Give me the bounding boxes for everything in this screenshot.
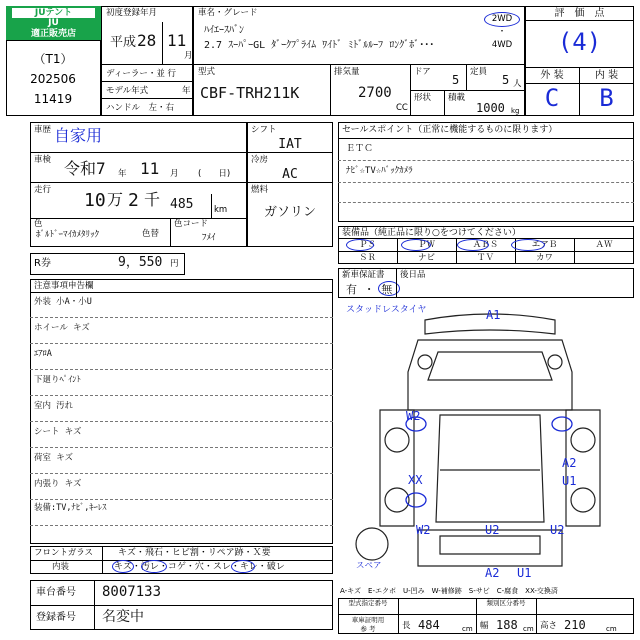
height-value: 210 xyxy=(564,618,586,632)
doors-divider xyxy=(466,64,467,90)
lot-id-2: 11419 xyxy=(33,92,73,106)
drive-4wd: 4WD xyxy=(491,40,513,50)
damage-mark-u2-bottom-mid: U2 xyxy=(485,523,500,537)
equip-line-2 xyxy=(338,251,634,252)
color-code: ﾌﾒｲ xyxy=(202,233,216,243)
lot-id-1: 202506 xyxy=(30,72,76,86)
note-item: 荷室 キズ xyxy=(34,453,73,463)
equip-line-1 xyxy=(338,238,634,239)
shape-line xyxy=(410,90,525,91)
eval-line-3 xyxy=(525,83,634,84)
notes-dash-3 xyxy=(30,369,333,370)
exterior-label: 外 装 xyxy=(540,70,564,81)
sales-point-item: ＥＴＣ xyxy=(346,144,374,154)
reg-month: 11 xyxy=(167,31,187,50)
equip-sr: ＳＲ xyxy=(358,253,376,263)
tech-line-1 xyxy=(247,152,333,153)
damage-mark-u1: U1 xyxy=(562,474,577,488)
damage-mark-u1-rear: U1 xyxy=(517,566,532,580)
car-name: ﾊｲｴｰｽﾊﾞﾝ xyxy=(204,25,244,36)
note-item: 外装 小A・小U xyxy=(34,297,92,307)
exterior-grade: C xyxy=(544,84,560,112)
notes-dash-2 xyxy=(30,343,333,344)
length-unit: cm xyxy=(462,625,473,633)
studless-label: スタッドレスタイヤ xyxy=(346,305,427,315)
warranty-label: 新車保証書 xyxy=(342,270,385,280)
era: 平成 xyxy=(110,35,137,50)
car-name-label: 車名・グレード xyxy=(198,8,258,18)
mileage-rest: 485 xyxy=(170,197,194,212)
equip-pw: ＰＷ xyxy=(417,240,435,250)
width-label: 幅 xyxy=(480,621,489,631)
doors-label: ドア xyxy=(414,67,431,77)
pw-circle xyxy=(401,239,431,251)
equip-navi: ナビ xyxy=(417,253,435,263)
sales-dash-2 xyxy=(338,182,634,183)
cert-label: 車庫証明用 xyxy=(351,616,385,624)
km-unit: km xyxy=(214,205,228,215)
equip-aw: ＡＷ xyxy=(595,240,613,250)
inspection-day: ( 日) xyxy=(198,169,231,179)
usage-value: 自家用 xyxy=(54,126,103,145)
reg-line-2 xyxy=(101,81,193,82)
damage-mark-u2-right: U2 xyxy=(550,523,565,537)
mileage-10k: 10 xyxy=(84,190,106,211)
damage-mark-xx: XX xyxy=(408,473,423,487)
displacement-label: 排気量 xyxy=(334,67,360,77)
ps-circle xyxy=(346,239,374,251)
doors: 5 xyxy=(452,73,460,87)
capacity: 5 xyxy=(502,73,510,87)
windshield-value: キズ・飛石・ヒビ割・リペア跡・Ｘ要 xyxy=(118,548,271,558)
damage-mark-a2: A2 xyxy=(562,456,577,470)
equip-airbag: エアＢ xyxy=(531,240,558,250)
sales-line xyxy=(338,138,634,139)
note-item: 室内 汚れ xyxy=(34,401,74,411)
recycle-amount: 9，550 xyxy=(118,255,163,270)
note-item: ｴｱﾛA xyxy=(34,349,52,359)
interior-grade: B xyxy=(599,84,614,112)
reg-divider xyxy=(162,22,163,64)
warranty-divider xyxy=(396,268,397,298)
right-rear-wheel xyxy=(571,488,595,512)
width-unit: cm xyxy=(523,625,534,633)
model-year-label: モデル年式 xyxy=(106,86,149,96)
notes-line xyxy=(30,292,333,293)
reg-line-3 xyxy=(101,98,193,99)
mileage-label: 走行 xyxy=(34,185,52,195)
dims-divider-1 xyxy=(398,598,399,634)
after-items-label: 後日品 xyxy=(400,270,426,280)
notes-dash-9 xyxy=(30,525,333,526)
notes-dash-7 xyxy=(30,473,333,474)
center-roof-shape xyxy=(436,415,544,522)
km-divider xyxy=(211,194,212,218)
equipment-label: 装備品（純正品に限り○をつけてください） xyxy=(342,228,521,238)
registration-label: 登録番号 xyxy=(36,612,76,623)
reg-line-1 xyxy=(101,64,193,65)
usage-line-2 xyxy=(30,182,247,183)
logo-line3: 適正販売店 xyxy=(30,29,76,39)
sales-points-label: セールスポイント（正常に機能するものに限ります） xyxy=(342,125,558,135)
damage-mark-w2-bottom-left: W2 xyxy=(416,523,431,537)
glass-divider xyxy=(102,546,103,574)
chassis-line xyxy=(30,605,333,606)
recycle-label: R券 xyxy=(34,258,51,269)
windshield-label: フロントガラス xyxy=(34,548,93,558)
length-label: 長 xyxy=(402,621,411,631)
model-designation-label: 型式指定番号 xyxy=(348,599,388,607)
model-code: CBF-TRH211K xyxy=(200,84,300,102)
usage-label: 車歴 xyxy=(34,125,52,135)
sales-dash-1 xyxy=(338,160,634,161)
model-year-unit: 年 xyxy=(182,86,191,96)
registration-block xyxy=(101,6,193,116)
dealer-label: ディーラー・並 行 xyxy=(106,69,177,79)
equip-leather: カワ xyxy=(535,253,553,263)
car-grade: 2.7 ｽｰﾊﾟｰGL ﾀﾞｰｸﾌﾟﾗｲﾑ ﾜｲﾄﾞ ﾐﾄﾞﾙﾙｰﾌ ﾛﾝｸﾞﾎﾞ･･･ xyxy=(204,40,435,51)
spare-tire-shape xyxy=(356,528,388,560)
note-item: ホイール キズ xyxy=(34,323,90,333)
stain-circle xyxy=(141,560,167,573)
dims-divider-3 xyxy=(536,598,537,634)
color-name: ﾎﾞﾙﾄﾞｰﾏｲｶﾒﾀﾘｯｸ xyxy=(36,230,100,240)
damage-mark-w2-left: W2 xyxy=(406,409,421,423)
notes-dash-6 xyxy=(30,447,333,448)
width-value: 188 xyxy=(496,618,518,632)
evaluation-label: 評 価 点 xyxy=(554,8,605,19)
ac-label: 冷房 xyxy=(251,155,269,165)
colorcode-divider xyxy=(170,218,171,247)
fuel-value: ガソリン xyxy=(263,205,316,220)
note-item: 下廻りﾍﾟｲﾝﾄ xyxy=(34,375,81,385)
height-label: 高さ xyxy=(540,621,558,631)
abs-circle xyxy=(457,239,489,251)
note-item: 内張り キズ xyxy=(34,479,82,489)
notes-dash-4 xyxy=(30,395,333,396)
mileage-k: 2 xyxy=(128,190,139,211)
ac-value: AC xyxy=(282,167,298,182)
equip-tv: ＴＶ xyxy=(476,253,494,263)
spare-label: スペア xyxy=(356,561,382,571)
sen-unit: 千 xyxy=(144,190,161,209)
recycle-yen: 円 xyxy=(170,259,179,269)
inspection-era: 令和7 xyxy=(64,159,106,178)
inspection-year-unit: 年 xyxy=(118,169,127,179)
shift-label: シフト xyxy=(251,125,277,135)
windshield-shape xyxy=(428,352,552,380)
lot-code: （T1） xyxy=(33,52,73,66)
airbag-circle xyxy=(511,239,545,251)
damage-circle xyxy=(552,417,572,431)
left-side-shape xyxy=(380,410,414,526)
man-unit: 万 xyxy=(107,190,124,209)
shape-label: 形状 xyxy=(414,93,432,103)
equip-ps: ＰＳ xyxy=(358,240,376,250)
first-registration-label: 初度登録年月 xyxy=(106,8,158,18)
color-label: 色 xyxy=(34,219,43,229)
notes-label: 注意事項申告欄 xyxy=(34,281,94,291)
right-headlight-shape xyxy=(548,355,562,369)
wear-circle xyxy=(231,560,255,573)
model-divider xyxy=(330,64,331,116)
front-body-shape xyxy=(408,340,572,410)
sales-dash-3 xyxy=(338,202,634,203)
category-label: 類別区分番号 xyxy=(486,599,526,607)
inspection-label: 車検 xyxy=(34,155,52,165)
capacity-label: 定員 xyxy=(470,67,488,77)
load-unit: kg xyxy=(511,107,520,115)
chassis-label: 車台番号 xyxy=(36,587,76,598)
car-line xyxy=(193,64,525,65)
evaluation-score: (4) xyxy=(557,28,602,56)
shift-value: IAT xyxy=(278,137,302,152)
note-item: 装備:TV,ﾅﾋﾞ,ｷｰﾚｽ xyxy=(34,503,107,513)
shape-divider xyxy=(444,90,445,116)
equip-abs: ＡＢＳ xyxy=(472,240,499,250)
left-headlight-shape xyxy=(418,355,432,369)
rear-window-shape xyxy=(440,536,540,554)
sales-point-item: ﾅﾋﾞ☆TV☆ﾊﾞｯｸｶﾒﾗ xyxy=(346,166,413,176)
model-label: 型式 xyxy=(198,67,216,77)
logo-line1: JUテント xyxy=(12,8,95,18)
note-item: シート キズ xyxy=(34,427,82,437)
scratch-circle xyxy=(112,560,134,573)
repaint-label: 色替 xyxy=(142,229,160,239)
fuel-label: 燃料 xyxy=(251,185,269,195)
color-code-label: 色コード xyxy=(174,219,209,229)
damage-mark-a2-rear: A2 xyxy=(485,566,500,580)
chassis-divider xyxy=(94,580,95,630)
ref-label: 参 考 xyxy=(360,625,376,633)
drive-dot: ・ xyxy=(497,27,507,37)
interior-cond-value: キズ・汚レ・コゲ・穴・スレ・キレ・破レ xyxy=(114,562,285,572)
ju-logo xyxy=(6,6,101,40)
drive-2wd: 2WD xyxy=(491,14,513,24)
interior-label: 内 装 xyxy=(594,70,619,81)
warranty-value: 有 ・ 無 xyxy=(346,283,393,296)
chassis-number: 8007133 xyxy=(102,584,162,600)
reg-month-unit: 月 xyxy=(184,51,193,61)
logo-line2: JU xyxy=(48,18,59,28)
dims-line xyxy=(338,614,634,615)
usage-line-3 xyxy=(30,218,247,219)
damage-legend: A-キズ E-エクボ U-凹み W-補修跡 S-サビ C-腐食 XX-交換済 xyxy=(340,587,558,595)
reg-year: 28 xyxy=(137,31,157,50)
handle-label: ハンドル 左・右 xyxy=(106,103,175,113)
notes-dash-5 xyxy=(30,421,333,422)
displacement: 2700 xyxy=(358,85,392,101)
car-outline-diagram xyxy=(340,300,634,590)
right-front-wheel xyxy=(571,428,595,452)
height-unit: cm xyxy=(606,625,617,633)
tech-line-2 xyxy=(247,182,333,183)
interior-cond-label: 内装 xyxy=(52,562,70,572)
usage-line-1 xyxy=(30,152,247,153)
displacement-unit: CC xyxy=(396,103,408,113)
notes-dash-8 xyxy=(30,499,333,500)
length-value: 484 xyxy=(418,618,440,632)
registration-value: 名変中 xyxy=(102,609,144,625)
left-front-wheel xyxy=(385,428,409,452)
glass-line xyxy=(30,560,333,561)
capacity-unit: 人 xyxy=(513,79,522,89)
load-label: 積載 xyxy=(448,93,466,103)
inspection-month: 11 xyxy=(140,159,160,178)
damage-mark-a1-top: A1 xyxy=(486,308,501,322)
inspection-month-unit: 月 xyxy=(170,169,179,179)
load: 1000 xyxy=(476,101,505,115)
notes-dash-1 xyxy=(30,317,333,318)
eval-line-1 xyxy=(525,20,634,21)
